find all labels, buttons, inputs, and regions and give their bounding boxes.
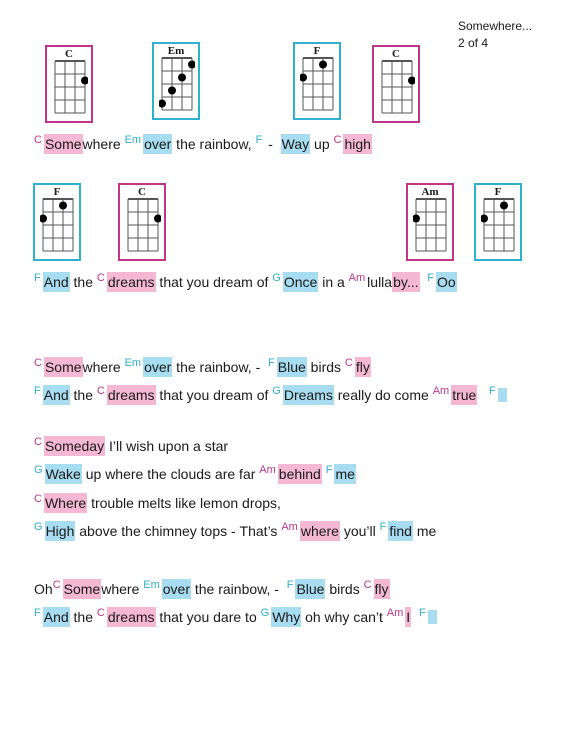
highlighted-syllable: fly [355,359,370,375]
highlighted-syllable: high [344,136,371,152]
highlighted-syllable: behind [278,466,321,482]
highlighted-syllable: Dreams [283,387,333,403]
finger-dot [154,215,161,223]
lyric-text [411,607,419,627]
highlighted-syllable: dreams [107,274,155,290]
chord-label: Am [432,385,450,397]
chord-label: F [34,607,41,619]
finger-dot [500,202,508,210]
chord-diagram-em [152,42,200,120]
lyric-line [34,517,436,541]
chord-label: Am [386,607,404,619]
finger-dot [408,77,415,85]
lyric-line [34,603,437,627]
lyric-text [420,272,428,292]
lyric-text: that you dream of [155,274,273,290]
chord-label: Am [348,272,366,284]
chord-label: F [34,385,41,397]
chord-name: F [313,45,321,57]
lyric-line [34,489,281,513]
finger-dot [178,74,186,82]
chord-label: F [427,272,435,284]
chord-label: C [34,493,42,505]
lyric-line [34,268,457,292]
chord-label: C [344,357,353,369]
chord-label: F [325,464,333,476]
highlight-block [498,388,507,402]
chord-diagram-c [372,45,420,123]
fretboard-grid [125,197,161,257]
chord-label: F [268,357,275,369]
lyric-text: birds [325,581,364,597]
finger-dot [300,74,307,82]
chord-label: C [34,134,42,146]
highlighted-syllable: fly [374,581,389,597]
chord-label: G [34,521,43,533]
lyric-text: the [69,609,97,625]
highlighted-syllable: Blue [296,581,325,597]
lyric-text: where [82,136,125,152]
highlighted-syllable: where [300,523,339,539]
chord-label: C [52,579,61,591]
chord-label: G [34,464,43,476]
chord-label: C [34,357,42,369]
lyric-text: where [101,581,144,597]
lyric-text: the rainbow, [172,136,256,152]
page-header [458,18,532,52]
lyric-text: I’ll wish upon a star [105,438,229,454]
highlighted-syllable: And [43,387,69,403]
lyric-text: me [412,523,437,539]
highlight-block [428,610,437,624]
page-number: 2 of 4 [458,36,489,50]
lyric-text: that you dare to [155,609,261,625]
chord-label: G [272,385,281,397]
highlighted-syllable: Once [283,274,318,290]
fretboard-grid [300,56,336,116]
fretboard-grid [52,59,88,119]
lyric-text: you’ll [339,523,380,539]
chord-name: Am [421,186,439,198]
chord-label: F [255,134,263,146]
finger-dot [319,61,327,69]
lyric-text: - [264,136,281,152]
highlighted-syllable: Wake [45,466,81,482]
highlighted-syllable: find [389,523,412,539]
highlighted-syllable: Some [63,581,101,597]
chord-label: G [272,272,281,284]
fretboard-grid [413,197,449,257]
fretboard-grid [159,56,195,116]
chord-label: F [286,579,294,591]
lyric-line [34,353,371,377]
lyric-text: birds [306,359,345,375]
chord-label: G [260,607,270,619]
chord-label: Am [259,464,276,476]
fretboard-grid [40,197,76,257]
finger-dot [81,77,88,85]
lyric-line [34,130,372,154]
highlighted-syllable: over [162,581,190,597]
chord-label: Em [143,579,160,591]
lyric-text [477,385,489,405]
fretboard-grid [379,59,415,119]
lyric-text: up where the clouds are far [81,466,260,482]
finger-dot [59,202,67,210]
chord-label: C [34,436,42,448]
chord-diagram-f [293,42,341,120]
lyric-text: the rainbow, - [190,581,287,597]
lyric-line [34,432,228,456]
highlighted-syllable: Blue [277,359,306,375]
finger-dot [188,61,195,69]
lyric-text: lulla [367,274,393,290]
chord-diagram-c [118,183,166,261]
chord-label: F [34,272,41,284]
chord-label: F [379,521,387,533]
lyric-text: the rainbow, - [172,359,269,375]
chord-label: F [418,607,426,619]
lyric-line [34,575,390,599]
lyric-text: the [69,387,97,403]
lyric-text: up [310,136,334,152]
highlighted-syllable: I [406,609,411,625]
highlighted-syllable: Way [281,136,310,152]
highlighted-syllable: Where [44,495,87,511]
highlighted-syllable: And [43,274,69,290]
finger-dot [159,100,166,108]
highlighted-syllable: Oo [437,274,456,290]
lyric-text: Oh [34,581,53,597]
highlighted-syllable: dreams [107,387,155,403]
chord-label: Am [281,521,298,533]
lyric-line [34,460,356,484]
highlighted-syllable: And [43,609,69,625]
finger-dot [481,215,488,223]
lyric-text: in a [318,274,349,290]
lyric-text: the [69,274,97,290]
lyric-line [34,381,507,405]
finger-dot [168,87,176,95]
lyric-text: trouble melts like lemon drops, [87,495,281,511]
highlighted-syllable: High [45,523,75,539]
chord-name: F [53,186,61,198]
chord-diagram-f [33,183,81,261]
chord-label: C [96,385,105,397]
chord-name: F [494,186,502,198]
chord-diagram-am [406,183,454,261]
highlighted-syllable: Some [44,359,82,375]
highlighted-syllable: dreams [107,609,155,625]
chord-label: Em [124,134,142,146]
highlighted-syllable: Someday [44,438,105,454]
chord-label: F [488,385,496,397]
chord-label: C [96,272,105,284]
highlighted-syllable: Why [272,609,301,625]
chord-diagram-c [45,45,93,123]
highlighted-syllable: by... [393,274,419,290]
lyric-text: where [82,359,125,375]
chord-name: C [65,48,73,60]
lyric-text: really do come [333,387,433,403]
lyric-text: that you dream of [155,387,273,403]
lyric-text: above the chimney tops - That’s [75,523,282,539]
fretboard-grid [481,197,517,257]
chord-label: Em [124,357,142,369]
highlighted-syllable: over [144,136,172,152]
highlighted-syllable: me [335,466,355,482]
chord-label: C [363,579,372,591]
song-title: Somewhere... [458,19,533,33]
chord-name: C [392,48,400,60]
finger-dot [40,215,47,223]
finger-dot [413,215,420,223]
highlighted-syllable: Some [44,136,82,152]
lyric-text: oh why can’t [301,609,387,625]
highlighted-syllable: over [144,359,172,375]
chord-label: C [333,134,342,146]
chord-diagram-f [474,183,522,261]
chord-name: Em [167,45,185,57]
chord-label: C [96,607,105,619]
chord-name: C [138,186,146,198]
highlighted-syllable: true [452,387,477,403]
